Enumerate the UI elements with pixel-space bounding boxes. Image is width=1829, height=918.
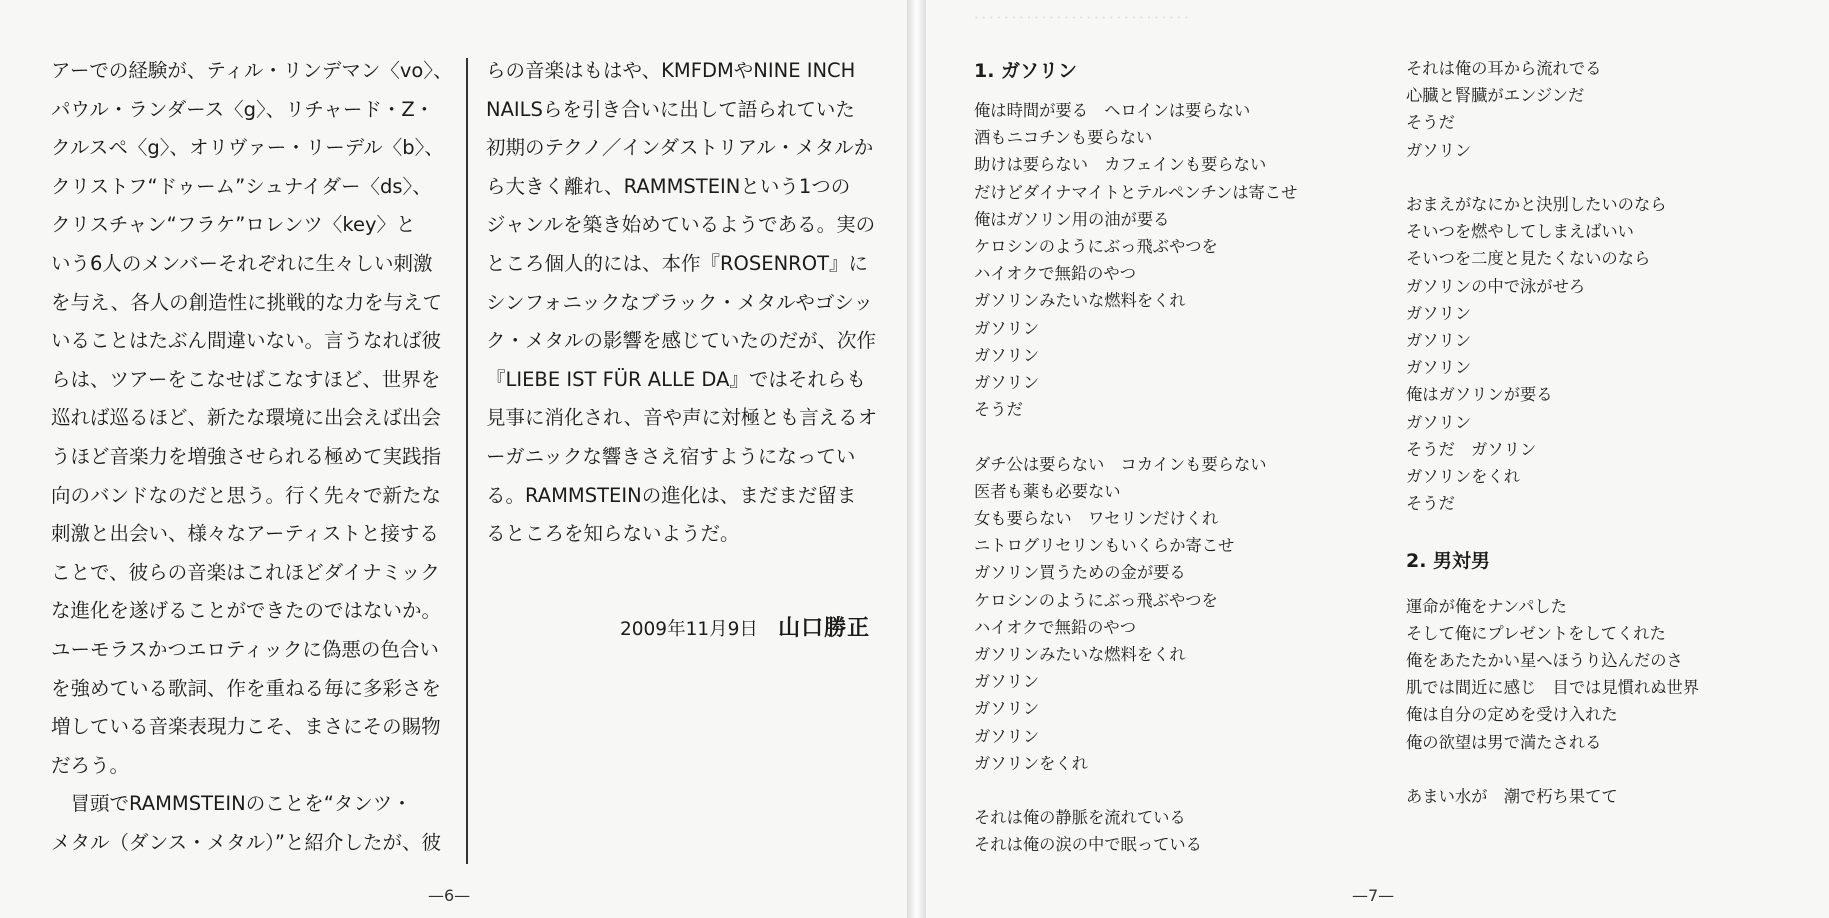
lyric-line: ガソリン bbox=[974, 726, 1040, 746]
lyric-line: ガソリン bbox=[1406, 331, 1472, 351]
lyric-line: 酒もニコチンも要らない bbox=[974, 128, 1153, 148]
lyric-line: そいつを二度と見たくないのなら bbox=[1406, 249, 1651, 269]
text-line: 巡れば巡るほど、新たな環境に出会えば出会 bbox=[51, 406, 442, 430]
text-line: らの音楽はもはや、KMFDMやNINE INCH bbox=[486, 59, 856, 82]
lyric-line: ガソリン bbox=[1406, 303, 1472, 323]
text-line: クリスチャン“フラケ”ロレンツ〈key〉と bbox=[51, 213, 416, 237]
lyric-line: そうだ bbox=[1406, 494, 1455, 514]
lyric-line: だけどダイナマイトとテルペンチンは寄こせ bbox=[974, 182, 1298, 202]
lyric-line bbox=[974, 777, 1297, 804]
lyric-line: ガソリンをくれ bbox=[974, 753, 1088, 773]
lyric-line: ガソリンみたいな燃料をくれ bbox=[974, 645, 1186, 665]
lyric-line bbox=[1406, 164, 1699, 191]
lyric-line: そうだ bbox=[974, 400, 1023, 420]
lyric-line: ニトログリセリンもいくらか寄こせ bbox=[974, 536, 1235, 556]
text-line: を強めている歌詞、作を重ねる毎に多彩さを bbox=[51, 676, 442, 700]
text-line: ジャンルを築き始めているようである。実の bbox=[486, 213, 876, 237]
lyric-line: ケロシンのようにぶっ飛ぶやつを bbox=[974, 590, 1218, 610]
lyric-line: ガソリン bbox=[974, 699, 1040, 719]
lyric-line: 医者も薬も必要ない bbox=[974, 481, 1121, 501]
lyric-line: 助けは要らない カフェインも要らない bbox=[974, 155, 1267, 175]
text-line: るところを知らないようだ。 bbox=[486, 522, 740, 546]
text-line: 見事に消化され、音や声に対極とも言えるオ bbox=[486, 406, 878, 430]
lyric-line: 肌では間近に感じ 目では見慣れぬ世界 bbox=[1406, 678, 1700, 698]
text-line: うほど音楽力を増強させられる極めて実践指 bbox=[51, 444, 442, 468]
text-line: クリストフ“ドゥーム”シュナイダー〈ds〉、 bbox=[51, 174, 432, 198]
lyric-line: 運命が俺をナンパした bbox=[1406, 596, 1567, 616]
lyric-line: ガソリン bbox=[974, 318, 1040, 338]
lyric-line: そうだ bbox=[1406, 113, 1455, 133]
text-line: ク・メタルの影響を感じていたのだが、次作 bbox=[486, 329, 877, 353]
lyric-line: 俺は自分の定めを受け入れた bbox=[1406, 705, 1618, 725]
text-line: いることはたぶん間違いない。言うなれば彼 bbox=[51, 329, 442, 353]
song-title-gasoline: 1. ガソリン bbox=[974, 60, 1078, 82]
text-line: メタル（ダンス・メタル）”と紹介したが、彼 bbox=[51, 830, 441, 854]
lyric-line: ガソリン bbox=[1406, 140, 1472, 160]
lyric-line: 俺はガソリンが要る bbox=[1406, 385, 1553, 405]
lyric-line: それは俺の静脈を流れている bbox=[974, 808, 1186, 828]
signature bbox=[620, 611, 870, 642]
lyric-line: 俺をあたたかい星へほうり込んだのさ bbox=[1406, 651, 1683, 671]
text-line: 『LIEBE IST FÜR ALLE DA』ではそれらも bbox=[486, 367, 866, 391]
lyrics-column-1 bbox=[974, 55, 1297, 859]
lyric-line: ハイオクで無鉛のやつ bbox=[974, 264, 1136, 284]
lyric-line: ガソリン bbox=[974, 345, 1040, 365]
lyric-line: それは俺の耳から流れでる bbox=[1406, 59, 1602, 78]
text-line: パウル・ランダース〈g〉、リチャード・Z・ bbox=[51, 97, 435, 121]
lyric-line: ハイオクで無鉛のやつ bbox=[974, 617, 1136, 637]
liner-notes-column-a bbox=[51, 52, 453, 862]
lyric-line bbox=[974, 423, 1297, 450]
text-line: 刺激と出会い、様々なアーティストと接する bbox=[51, 522, 439, 546]
text-line: NAILSらを引き合いに出して語られていた bbox=[486, 97, 855, 121]
lyrics-column-2 bbox=[1406, 55, 1699, 810]
text-line: ことで、彼らの音楽はこれほどダイナミック bbox=[51, 560, 440, 584]
lyric-line: 心臓と腎臓がエンジンだ bbox=[1406, 86, 1585, 106]
text-line: クルスペ〈g〉、オリヴァー・リーデル〈b〉、 bbox=[51, 136, 444, 160]
lyric-line: おまえがなにかと決別したいのなら bbox=[1406, 195, 1667, 214]
lyric-line: 俺の欲望は男で満たされる bbox=[1406, 732, 1602, 752]
page-number-right: —7— bbox=[1352, 886, 1395, 905]
lyric-line: ダチ公は要らない コカインも要らない bbox=[974, 454, 1267, 474]
text-line: ーガニックな響きさえ宿すようになってい bbox=[486, 444, 856, 468]
text-line: 増している音楽表現力こそ、まさにその賜物 bbox=[51, 715, 441, 739]
lyric-line: ガソリン bbox=[974, 373, 1040, 393]
lyric-line: 俺はガソリン用の油が要る bbox=[974, 209, 1170, 229]
text-line: ところ個人的には、本作『ROSENROT』に bbox=[486, 251, 868, 275]
bleed-through-text: ．．．．．．．．．．．．．．．．．．．．．．．．．．．．． bbox=[974, 4, 1200, 22]
text-line: 冒頭でRAMMSTEINのことを“タンツ・ bbox=[51, 792, 412, 816]
column-divider bbox=[466, 58, 468, 864]
text-line: らは、ツアーをこなせばこなすほど、世界を bbox=[51, 367, 441, 391]
lyric-line bbox=[1406, 756, 1699, 783]
lyric-line: それは俺の涙の中で眠っている bbox=[974, 835, 1202, 855]
lyric-line: 俺は時間が要る ヘロインは要らない bbox=[974, 101, 1251, 120]
text-line: アーでの経験が、ティル・リンデマン〈vo〉、 bbox=[51, 59, 453, 82]
text-line: る。RAMMSTEINの進化は、まだまだ留ま bbox=[486, 483, 857, 507]
lyric-line: そして俺にプレゼントをしてくれた bbox=[1406, 623, 1666, 643]
liner-notes-column-b bbox=[486, 52, 886, 554]
lyric-line: ガソリンをくれ bbox=[1406, 467, 1520, 487]
text-line: だろう。 bbox=[51, 753, 130, 777]
lyric-line: ガソリン bbox=[974, 672, 1040, 692]
text-line: いう6人のメンバーそれぞれに生々しい刺激 bbox=[51, 251, 433, 275]
lyric-line: 女も要らない ワセリンだけくれ bbox=[974, 509, 1219, 529]
book-gutter bbox=[907, 0, 926, 918]
lyric-line: ガソリン bbox=[1406, 358, 1472, 378]
text-line: ら大きく離れ、RAMMSTEINという1つの bbox=[486, 174, 851, 198]
lyric-line: ガソリン買うための金が要る bbox=[974, 563, 1186, 583]
page-number-left: —6— bbox=[428, 886, 471, 905]
lyric-line: そいつを燃やしてしまえばいい bbox=[1406, 222, 1634, 242]
lyric-line: そうだ ガソリン bbox=[1406, 439, 1537, 459]
signature-date: 2009年11月9日 bbox=[620, 619, 758, 640]
text-line: を与え、各人の創造性に挑戦的な力を与えて bbox=[51, 290, 443, 314]
lyric-line: ガソリンの中で泳がせろ bbox=[1406, 276, 1586, 296]
lyric-line: ケロシンのようにぶっ飛ぶやつを bbox=[974, 237, 1218, 257]
signature-author: 山口勝正 bbox=[778, 616, 871, 641]
text-line: ユーモラスかつエロティックに偽悪の色合い bbox=[51, 637, 439, 661]
text-line: シンフォニックなブラック・メタルやゴシッ bbox=[486, 290, 873, 314]
lyric-line: ガソリン bbox=[1406, 412, 1472, 432]
text-line: 初期のテクノ／インダストリアル・メタルか bbox=[486, 136, 874, 160]
left-page bbox=[0, 0, 907, 918]
text-line: な進化を遂げることができたのではないか。 bbox=[51, 599, 442, 623]
lyric-line: あまい水が 潮で朽ち果てて bbox=[1406, 787, 1618, 807]
lyric-line: ガソリンみたいな燃料をくれ bbox=[974, 291, 1186, 311]
song-title-mann-gegen-mann: 2. 男対男 bbox=[1406, 549, 1491, 572]
text-line: 向のバンドなのだと思う。行く先々で新たな bbox=[51, 483, 442, 507]
